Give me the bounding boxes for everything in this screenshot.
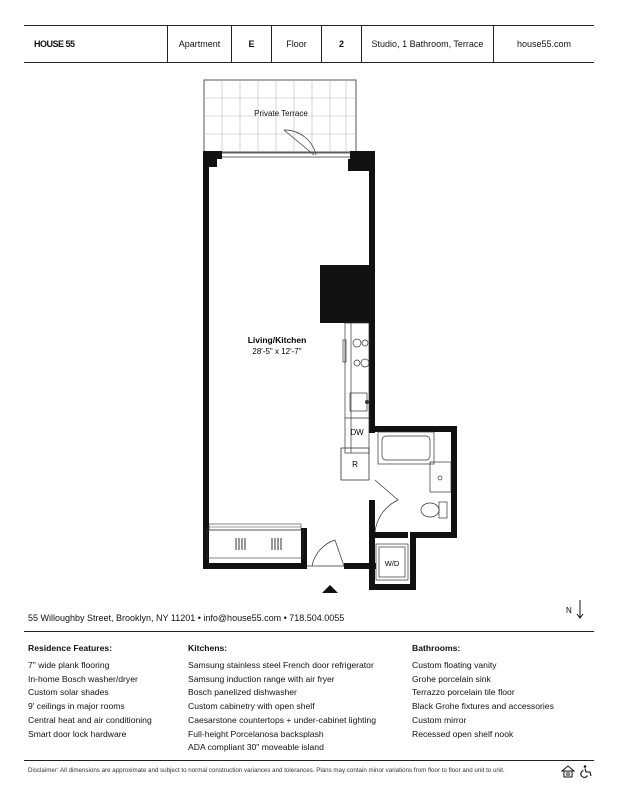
bathroom [375, 432, 451, 532]
list-item: Samsung stainless steel French door refrigerator [188, 660, 374, 670]
terrace-label: Private Terrace [254, 109, 308, 118]
apartment-label: Apartment [167, 26, 231, 62]
list-item: Terrazzo porcelain tile floor [412, 687, 515, 698]
contact-address: 55 Willoughby Street, Brooklyn, NY 11201 • info@house55.com • 718.504.0055 [28, 613, 345, 623]
compliance-icons [560, 764, 596, 778]
divider-bottom [24, 760, 594, 761]
bathroom-features [412, 642, 592, 741]
header-bar [24, 25, 594, 63]
refrigerator-block [320, 265, 375, 323]
fridge-label: R [352, 460, 358, 469]
accessibility-icon [581, 765, 591, 777]
terrace-area [204, 80, 356, 152]
residence-features-title: Residence Features: [28, 643, 113, 653]
washer-dryer-label: W/D [384, 559, 400, 568]
list-item: 7" wide plank flooring [28, 660, 110, 670]
list-item: Custom cabinetry with open shelf [188, 701, 315, 712]
residence-features [28, 642, 188, 741]
entry-arrow-icon [322, 585, 338, 593]
list-item: Grohe porcelain sink [412, 673, 491, 684]
list-item: Caesarstone countertops + under-cabinet lighting [188, 714, 376, 725]
floor-value: 2 [321, 26, 361, 62]
website-link[interactable]: house55.com [493, 26, 594, 62]
disclaimer-text: Disclaimer: All dimensions are approximate and subject to normal construction variances and tolerances. Plans may contain minor variations from floor to floor and unit to unit. [28, 767, 505, 774]
list-item: 9' ceilings in major rooms [28, 701, 125, 712]
list-item: ADA compliant 30" moveable island [188, 742, 324, 753]
divider-top [24, 631, 594, 632]
floor-label: Floor [271, 26, 321, 62]
living-kitchen-label: Living/Kitchen [247, 335, 307, 345]
brand-logo: HOUSE 55 [34, 39, 75, 49]
equal-housing-icon [562, 766, 574, 777]
north-arrow-icon [566, 598, 586, 624]
bathroom-features-title: Bathrooms: [412, 643, 461, 653]
list-item: Recessed open shelf nook [412, 728, 514, 739]
list-item: Samsung induction range with air fryer [188, 673, 335, 684]
dishwasher-label: DW [350, 428, 364, 437]
list-item: Custom mirror [412, 714, 467, 725]
living-kitchen-dimensions: 28'-5" x 12'-7" [252, 347, 302, 356]
floor-plan [0, 64, 617, 604]
kitchen-features-title: Kitchens: [188, 643, 228, 653]
apartment-value: E [231, 26, 271, 62]
unit-type: Studio, 1 Bathroom, Terrace [361, 26, 493, 62]
list-item: Bosch panelized dishwasher [188, 687, 297, 698]
kitchen-features [188, 642, 412, 755]
entry-door [307, 540, 344, 566]
list-item: Custom solar shades [28, 687, 109, 698]
list-item: Black Grohe fixtures and accessories [412, 701, 554, 712]
list-item: Smart door lock hardware [28, 728, 127, 739]
north-label: N [566, 606, 572, 615]
list-item: Full-height Porcelanosa backsplash [188, 728, 324, 739]
list-item: Custom floating vanity [412, 660, 497, 670]
list-item: In-home Bosch washer/dryer [28, 673, 138, 684]
living-window [207, 524, 303, 558]
list-item: Central heat and air conditioning [28, 714, 152, 725]
